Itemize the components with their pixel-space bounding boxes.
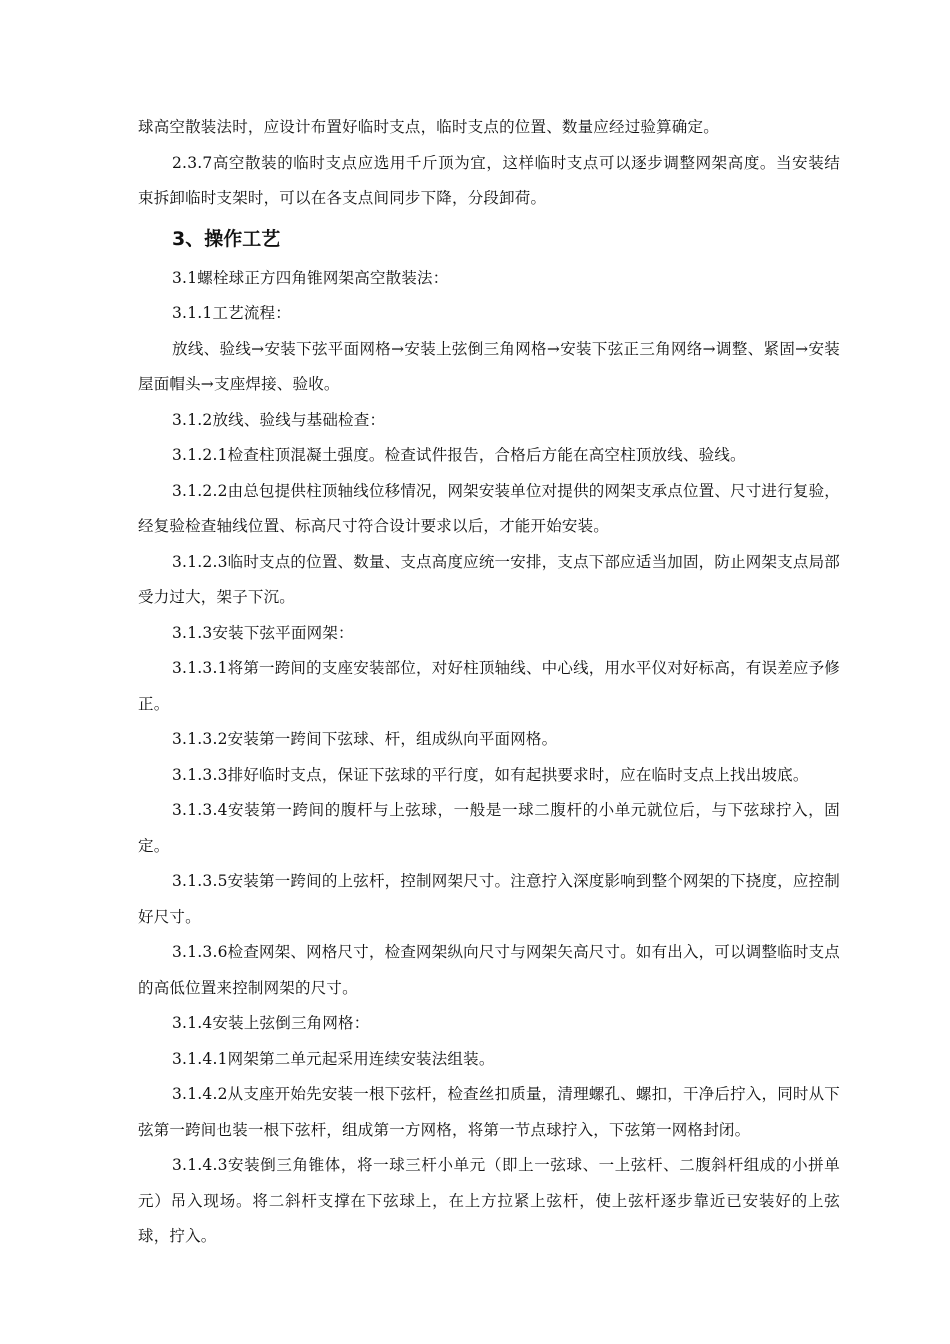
document-body <box>138 110 840 1255</box>
paragraph: 3.1.2.1检查柱顶混凝土强度。检查试件报告，合格后方能在高空柱顶放线、验线。 <box>172 446 746 464</box>
paragraph: 3.1.3.1将第一跨间的支座安装部位，对好柱顶轴线、中心线，用水平仪对好标高，有误差应予修正。 <box>138 659 840 713</box>
paragraph: 3.1.3.4安装第一跨间的腹杆与上弦球，一般是一球二腹杆的小单元就位后，与下弦球拧入，固定。 <box>138 801 840 855</box>
paragraph: 3.1.1工艺流程： <box>172 304 291 322</box>
paragraph: 放线、验线→安装下弦平面网格→安装上弦倒三角网格→安装下弦正三角网络→调整、紧固→安装屋面帽头→支座焊接、验收。 <box>138 339 840 393</box>
paragraph: 3.1螺栓球正方四角锥网架高空散装法： <box>172 268 449 287</box>
paragraph: 3.1.3.6检查网架、网格尺寸，检查网架纵向尺寸与网架矢高尺寸。如有出入，可以调整临时支点的高低位置来控制网架的尺寸。 <box>138 943 840 997</box>
section-heading: 3、操作工艺 <box>172 227 281 250</box>
paragraph: 3.1.2.2由总包提供柱顶轴线位移情况，网架安装单位对提供的网架支承点位置、尺寸进行复验，经复验检查轴线位置、标高尺寸符合设计要求以后，才能开始安装。 <box>138 481 840 535</box>
paragraph: 3.1.4.2从支座开始先安装一根下弦杆，检查丝扣质量，清理螺孔、螺扣，干净后拧入，同时从下弦第一跨间也装一根下弦杆，组成第一方网格，将第一节点球拧入，下弦第一网格封闭。 <box>138 1085 840 1139</box>
paragraph: 3.1.3.2安装第一跨间下弦球、杆，组成纵向平面网格。 <box>172 730 558 748</box>
paragraph: 3.1.3.5安装第一跨间的上弦杆，控制网架尺寸。注意拧入深度影响到整个网架的下挠度，应控制好尺寸。 <box>138 872 840 926</box>
paragraph: 3.1.2放线、验线与基础检查： <box>172 410 386 429</box>
paragraph: 3.1.2.3临时支点的位置、数量、支点高度应统一安排，支点下部应适当加固，防止网架支点局部受力过大，架子下沉。 <box>138 552 840 606</box>
paragraph: 2.3.7高空散装的临时支点应选用千斤顶为宜，这样临时支点可以逐步调整网架高度。当安装结束拆卸临时支架时，可以在各支点间同步下降，分段卸荷。 <box>138 153 840 207</box>
paragraph: 3.1.3安装下弦平面网架： <box>172 623 354 642</box>
paragraph: 3.1.4安装上弦倒三角网格： <box>172 1014 370 1032</box>
paragraph: 3.1.4.1网架第二单元起采用连续安装法组装。 <box>172 1049 495 1068</box>
paragraph: 3.1.3.3排好临时支点，保证下弦球的平行度，如有起拱要求时，应在临时支点上找出坡底。 <box>172 765 809 784</box>
paragraph: 球高空散装法时，应设计布置好临时支点，临时支点的位置、数量应经过验算确定。 <box>138 118 719 136</box>
paragraph: 3.1.4.3安装倒三角锥体，将一球三杆小单元（即上一弦球、一上弦杆、二腹斜杆组成的小拼单元）吊入现场。将二斜杆支撑在下弦球上，在上方拉紧上弦杆，使上弦杆逐步靠近已安装好的上弦球，拧入。 <box>138 1156 840 1245</box>
